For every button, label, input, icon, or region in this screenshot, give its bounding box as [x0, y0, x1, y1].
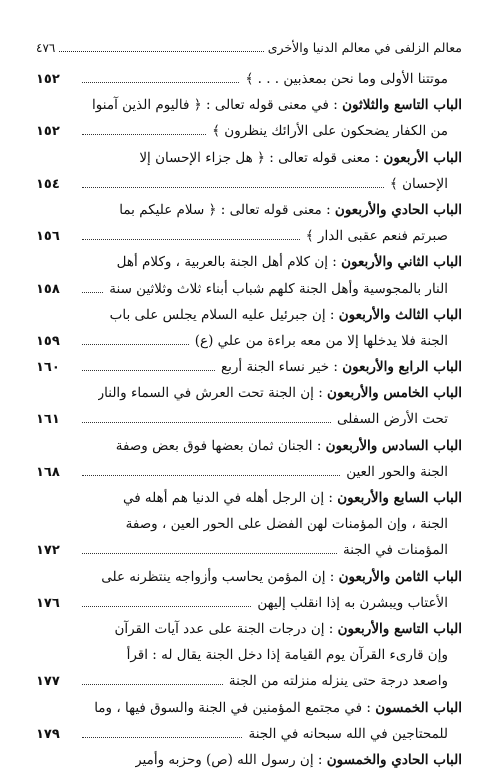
toc-line-text — [109, 276, 448, 302]
chapter-description: للمحتاجين في الله سبحانه في الجنة — [248, 725, 448, 742]
toc-page-number: ١٦١ — [36, 412, 60, 428]
toc-line — [36, 747, 462, 773]
toc-line — [36, 642, 462, 668]
chapter-description: وإن قارىء القرآن يوم القيامة إذا دخل الجنة يقال له : اقرأ — [126, 647, 448, 664]
chapter-description: : معنى قوله تعالى : ﴿ سلام عليكم بما — [119, 201, 335, 218]
chapter-heading: الباب الحادي والخمسون — [326, 751, 462, 768]
toc-page-number: ١٧٦ — [36, 595, 60, 611]
toc-page-number: ١٦٠ — [36, 360, 60, 376]
toc-line — [36, 197, 462, 223]
toc-line-text — [343, 537, 448, 563]
toc-line — [36, 302, 462, 328]
chapter-heading: الباب الأربعون — [383, 149, 462, 166]
chapter-heading: الباب الثامن والأربعون — [338, 568, 462, 585]
toc-line-text — [306, 223, 448, 249]
toc-line-text — [127, 642, 448, 668]
leader-dots — [82, 422, 331, 423]
toc-page-number: ١٧٢ — [36, 543, 60, 559]
chapter-description: من الكفار يضحكون على الأرائك ينظرون ﴾ — [212, 123, 448, 140]
toc-line-text — [92, 92, 462, 118]
toc-line — [36, 695, 462, 721]
toc-line-text — [195, 328, 448, 354]
toc-line — [36, 92, 462, 118]
chapter-heading: الباب الخمسون — [375, 699, 462, 716]
leader-dots — [82, 292, 103, 293]
toc-page-number: ١٥٢ — [36, 72, 60, 87]
toc-line-text — [119, 197, 462, 223]
toc-line — [36, 328, 462, 354]
toc-line — [36, 511, 462, 537]
chapter-description: : إن الرجل أهله في الدنيا هم أهله في — [122, 490, 338, 506]
chapter-heading: الباب السابع والأربعون — [337, 490, 462, 506]
chapter-description: : إن الجنة تحت العرش في السماء والنار — [97, 385, 328, 402]
table-of-contents — [36, 66, 462, 773]
toc-line-text — [126, 511, 448, 537]
toc-line — [36, 66, 462, 92]
leader-dots — [82, 370, 215, 371]
book-title: معالم الزلفى في معالم الدنيا والأخرى — [267, 40, 462, 55]
toc-line-text — [221, 354, 462, 380]
chapter-description: تحت الأرض السفلى — [336, 411, 448, 428]
toc-page-number: ١٥٨ — [36, 281, 60, 297]
leader-dots — [82, 82, 239, 83]
chapter-description: المؤمنات في الجنة — [343, 542, 448, 559]
toc-line — [36, 145, 462, 171]
chapter-description: صبرتم فنعم عقبى الدار ﴾ — [305, 228, 448, 245]
toc-line — [36, 485, 462, 511]
toc-line — [36, 721, 462, 747]
chapter-description: : خير نساء الجنة أربع — [220, 359, 343, 376]
chapter-heading: الباب الخامس والأربعون — [327, 385, 462, 402]
chapter-heading: الباب الرابع والأربعون — [342, 359, 462, 376]
leader-dots — [82, 187, 384, 188]
chapter-description: الجنة ، وإن المؤمنات لهن الفضل على الحور العين ، وصفة — [125, 516, 448, 533]
toc-line — [36, 276, 462, 302]
toc-line-text — [139, 145, 462, 171]
toc-line-text — [135, 747, 462, 773]
toc-line — [36, 537, 462, 563]
toc-line-text — [257, 590, 448, 616]
chapter-description: : في معنى قوله تعالى : ﴿ فاليوم الذين آمنوا — [92, 97, 343, 114]
toc-line — [36, 406, 462, 432]
toc-line-text — [245, 66, 448, 92]
leader-dots — [82, 344, 189, 345]
toc-line — [36, 616, 462, 642]
toc-line-text — [346, 459, 448, 485]
chapter-description: : معنى قوله تعالى : ﴿ هل جزاء الإحسان إلا — [139, 149, 384, 166]
toc-line — [36, 459, 462, 485]
toc-line-text — [114, 616, 462, 642]
chapter-description: : إن كلام أهل الجنة بالعربية ، وكلام أهل — [116, 254, 342, 271]
chapter-description: : في مجتمع المؤمنين في الجنة والسوق فيها ، وما — [94, 699, 376, 716]
leader-dots — [82, 606, 251, 607]
chapter-heading: الباب الحادي والأربعون — [334, 201, 462, 218]
chapter-description: موتتنا الأولى وما نحن بمعذبين . . . ﴾ — [245, 71, 448, 87]
leader-dots — [82, 553, 337, 554]
chapter-description: النار بالمجوسية وأهل الجنة كلهم شباب أبناء ثلاث وثلاثين سنة — [109, 280, 448, 297]
chapter-description: الجنة والحور العين — [346, 463, 448, 480]
toc-line — [36, 433, 462, 459]
toc-line-text — [101, 564, 462, 590]
toc-line — [36, 668, 462, 694]
toc-line — [36, 223, 462, 249]
leader-dots — [82, 134, 206, 135]
toc-line — [36, 590, 462, 616]
toc-page-number: ١٦٨ — [36, 464, 60, 480]
chapter-heading: الباب التاسع والأربعون — [337, 620, 462, 637]
toc-page-number: ١٥٢ — [36, 124, 60, 140]
chapter-description: واصعد درجة حتى ينزله منزلته من الجنة — [228, 673, 448, 690]
toc-line-text — [229, 668, 448, 694]
toc-page-number: ١٧٧ — [36, 674, 60, 690]
chapter-description: : إن جبرئيل عليه السلام يجلس على باب — [109, 306, 339, 323]
toc-line-text — [117, 249, 462, 275]
toc-line — [36, 171, 462, 197]
chapter-description: : إن رسول الله (ص) وحزبه وأمير — [135, 751, 327, 768]
leader-dots — [82, 239, 300, 240]
toc-line-text — [390, 171, 448, 197]
chapter-heading: الباب الثاني والأربعون — [341, 254, 462, 271]
chapter-description: : إن المؤمن يحاسب وأزواجه ينتظرنه على — [101, 568, 339, 585]
toc-line — [36, 354, 462, 380]
toc-line-text — [337, 406, 448, 432]
toc-page-number: ١٥٤ — [36, 176, 60, 192]
chapter-description: الأعتاب ويبشرن به إذا انقلب إليهن — [257, 594, 448, 611]
toc-line-text — [94, 695, 462, 721]
chapter-heading: الباب السادس والأربعون — [325, 437, 462, 454]
toc-line-text — [123, 485, 462, 511]
chapter-heading: الباب الثالث والأربعون — [338, 306, 462, 323]
leader-dots — [82, 684, 223, 685]
toc-line — [36, 118, 462, 144]
chapter-description: : إن درجات الجنة على عدد آيات القرآن — [114, 620, 338, 637]
leader-dots — [82, 475, 340, 476]
toc-line-text — [98, 380, 462, 406]
chapter-heading: الباب التاسع والثلاثون — [342, 97, 462, 114]
running-head — [36, 40, 462, 55]
toc-line — [36, 564, 462, 590]
toc-page-number: ١٥٩ — [36, 333, 60, 349]
header-leader-dots — [59, 51, 263, 52]
leader-dots — [82, 737, 242, 738]
chapter-description: الجنة فلا يدخلها إلا من معه براءة من علي (ع) — [194, 332, 448, 349]
toc-line-text — [116, 433, 462, 459]
page-number: ٤٧٦ — [36, 41, 56, 55]
chapter-description: : الجنان ثمان بعضها فوق بعض وصفة — [115, 437, 326, 454]
chapter-description: الإحسان ﴾ — [389, 175, 448, 192]
toc-line-text — [110, 302, 462, 328]
toc-line-text — [212, 118, 448, 144]
toc-page-number: ١٥٦ — [36, 229, 60, 245]
toc-page-number: ١٧٩ — [36, 726, 60, 742]
toc-line — [36, 249, 462, 275]
toc-line — [36, 380, 462, 406]
toc-line-text — [248, 721, 448, 747]
